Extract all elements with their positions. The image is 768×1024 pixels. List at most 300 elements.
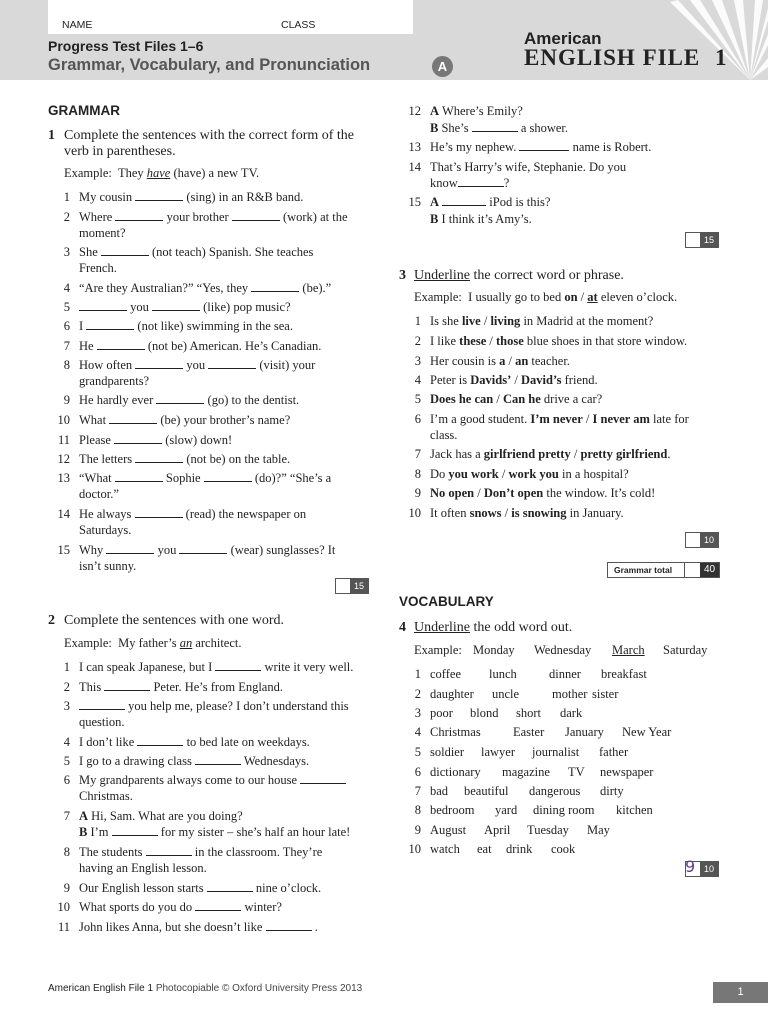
item-text xyxy=(79,225,126,241)
vocabulary-heading: VOCABULARY xyxy=(399,594,494,609)
item-post: (wear) sunglasses? It xyxy=(230,543,336,557)
item-text xyxy=(430,391,602,407)
item-pre: I don’t like xyxy=(79,735,135,749)
brand-level: 1 xyxy=(715,45,728,70)
word-option[interactable]: Tuesday xyxy=(527,823,569,837)
item-number: 13 xyxy=(57,471,70,485)
item-line2: moment? xyxy=(79,226,126,240)
item-pre: My cousin xyxy=(79,190,133,204)
item-text xyxy=(79,392,299,408)
word-option[interactable]: August xyxy=(430,823,467,837)
item-pre: It often xyxy=(430,506,467,520)
option-separator: / xyxy=(505,354,516,368)
item-number: 9 xyxy=(63,881,70,895)
test-subtitle: Grammar, Vocabulary, and Pronunciation xyxy=(48,56,371,74)
item-pre: “What xyxy=(79,471,112,485)
item-pre: John likes Anna, but she doesn’t like xyxy=(79,920,263,934)
item-number: 8 xyxy=(414,803,421,817)
exercise-1-item xyxy=(48,299,378,315)
title-underline: Underline xyxy=(414,620,470,635)
item-mid: you xyxy=(157,543,177,557)
page-header xyxy=(0,0,768,80)
item-text xyxy=(79,299,291,315)
footer-copyright: Photocopiable © Oxford University Press 2013 xyxy=(155,983,363,994)
answer-blank[interactable] xyxy=(266,920,312,931)
item-text xyxy=(430,211,532,227)
exercise-2-item xyxy=(48,698,378,729)
title-rest: the correct word or phrase. xyxy=(473,268,624,283)
word-option[interactable]: mother xyxy=(552,687,588,701)
word-option[interactable]: kitchen xyxy=(616,803,653,817)
item-text xyxy=(430,120,568,136)
word-option[interactable]: dinner xyxy=(549,667,581,681)
exercise-1-item xyxy=(48,280,378,296)
item-number: 7 xyxy=(63,339,70,353)
word-option[interactable]: magazine xyxy=(502,765,550,779)
answer-blank[interactable] xyxy=(112,825,158,836)
exercise-1-item xyxy=(48,506,378,537)
exercise-4-example xyxy=(414,643,724,659)
exercise-1-number: 1 xyxy=(48,128,55,143)
item-number: 1 xyxy=(63,660,70,674)
item-number: 2 xyxy=(414,334,421,348)
exercise-2-item xyxy=(48,734,378,750)
exercise-3-item xyxy=(399,485,729,501)
score-input[interactable] xyxy=(336,579,350,593)
brand-main xyxy=(524,45,728,71)
item-text xyxy=(79,808,243,824)
example-label: Example: xyxy=(414,643,462,657)
item-pre: What xyxy=(79,413,107,427)
score-total: 10 xyxy=(700,862,718,876)
item-number: 8 xyxy=(63,845,70,859)
exercise-1-item xyxy=(48,338,378,354)
item-text xyxy=(79,522,131,538)
item-number: 7 xyxy=(63,809,70,823)
exercise-1-item xyxy=(48,209,378,240)
grammar-total-value: 40 xyxy=(700,563,719,577)
word-option[interactable]: poor xyxy=(430,706,453,720)
item-post: (be) your brother’s name? xyxy=(160,413,291,427)
word-option[interactable]: sister xyxy=(592,687,619,701)
option-separator: / xyxy=(511,373,521,387)
word-option[interactable]: lunch xyxy=(489,667,517,681)
option-1[interactable]: you work xyxy=(448,467,499,481)
word-option[interactable]: yard xyxy=(495,803,518,817)
item-number: 1 xyxy=(414,667,421,681)
item-post-b: for my sister – she’s half an hour late! xyxy=(160,825,351,839)
speaker-a-post: iPod is this? xyxy=(489,195,551,209)
item-pre: The students xyxy=(79,845,143,859)
score-total: 15 xyxy=(700,233,718,247)
answer-blank[interactable] xyxy=(232,210,280,221)
exercise-1-item xyxy=(48,451,378,467)
item-post: write it very well. xyxy=(264,660,354,674)
item-text xyxy=(79,919,318,935)
item-pre: Hi, Sam. What are you doing? xyxy=(91,809,243,823)
answer-blank[interactable] xyxy=(458,176,504,187)
item-post: winter? xyxy=(244,900,282,914)
example-post: (have) a new TV. xyxy=(173,166,260,180)
item-pre: Jack has a xyxy=(430,447,481,461)
word-option[interactable]: dictionary xyxy=(430,765,481,779)
item-number: 4 xyxy=(414,373,421,387)
option-2[interactable]: those xyxy=(495,334,524,348)
item-text xyxy=(430,103,523,119)
exercise-2-item xyxy=(48,880,378,896)
option-2[interactable]: David’s xyxy=(521,373,562,387)
item-text xyxy=(430,466,629,482)
exercise-3-item xyxy=(399,333,729,349)
item-pre: My grandparents always come to our house xyxy=(79,773,297,787)
exercise-1-item xyxy=(48,318,378,334)
item-text xyxy=(430,139,651,155)
item-text xyxy=(430,505,624,521)
exercise-2-item xyxy=(399,159,729,190)
item-number: 4 xyxy=(414,725,421,739)
exercise-1-item xyxy=(48,412,378,428)
word-option[interactable]: blond xyxy=(470,706,499,720)
item-post: drive a car? xyxy=(543,392,603,406)
item-line2: Christmas. xyxy=(79,789,133,803)
item-text xyxy=(79,880,321,896)
item-pre: I can speak Japanese, but I xyxy=(79,660,213,674)
item-text xyxy=(79,470,331,486)
answer-blank[interactable] xyxy=(208,358,256,369)
word-option[interactable]: April xyxy=(484,823,511,837)
item-text xyxy=(79,542,335,558)
item-pre: Our English lesson starts xyxy=(79,881,204,895)
score-total: 10 xyxy=(700,533,718,547)
speaker-b-text: I think it’s Amy’s. xyxy=(441,212,532,226)
exercise-4-item xyxy=(399,841,729,857)
option-2[interactable]: I never am xyxy=(592,412,650,426)
item-text xyxy=(430,427,457,443)
item-number: 1 xyxy=(63,190,70,204)
answer-blank[interactable] xyxy=(79,300,127,311)
exercise-4-item xyxy=(399,666,729,682)
item-post: (sing) in an R&B band. xyxy=(186,190,304,204)
example-label: Example: xyxy=(414,290,462,304)
word-option[interactable]: Christmas xyxy=(430,725,481,739)
exercise-4-item xyxy=(399,783,729,799)
exercise-1-score-box xyxy=(335,578,369,594)
answer-blank[interactable] xyxy=(115,471,163,482)
grammar-heading: GRAMMAR xyxy=(48,103,120,118)
item-post: the window. It’s cold! xyxy=(546,486,656,500)
item-number: 3 xyxy=(63,245,70,259)
option-1[interactable]: snows xyxy=(469,506,502,520)
answer-blank[interactable] xyxy=(135,358,183,369)
item-pre: He always xyxy=(79,507,132,521)
word-option[interactable]: January xyxy=(565,725,604,739)
word-option[interactable]: May xyxy=(587,823,610,837)
page-number: 1 xyxy=(713,982,768,1003)
word-option[interactable]: uncle xyxy=(492,687,520,701)
item-number: 8 xyxy=(63,358,70,372)
word-option[interactable]: short xyxy=(516,706,541,720)
item-post: in the classroom. They’re xyxy=(194,845,323,859)
item-pre: Peter is xyxy=(430,373,468,387)
item-line2: doctor.” xyxy=(79,487,119,501)
item-text xyxy=(79,432,232,448)
speaker-a: A xyxy=(430,104,440,118)
answer-blank[interactable] xyxy=(101,245,149,256)
item-text xyxy=(79,280,331,296)
option-2[interactable]: living xyxy=(490,314,521,328)
item-post: Wednesdays. xyxy=(243,754,310,768)
answer-blank[interactable] xyxy=(137,735,183,746)
word-option[interactable]: father xyxy=(599,745,629,759)
name-label: NAME xyxy=(62,19,93,31)
option-2[interactable]: an xyxy=(515,354,529,368)
item-number: 9 xyxy=(63,393,70,407)
answer-blank[interactable] xyxy=(97,339,145,350)
example-pre: They xyxy=(117,166,144,180)
word-option[interactable]: bedroom xyxy=(430,803,475,817)
item-mid: you xyxy=(130,300,149,314)
option-2[interactable]: Don’t open xyxy=(483,486,544,500)
answer-blank[interactable] xyxy=(519,140,569,151)
answer-blank[interactable] xyxy=(109,413,157,424)
item-line2: isn’t sunny. xyxy=(79,559,137,573)
item-number: 15 xyxy=(57,543,70,557)
word-option[interactable]: beautiful xyxy=(464,784,509,798)
item-pre: Where xyxy=(79,210,113,224)
item-post: (not teach) Spanish. She teaches xyxy=(152,245,314,259)
answer-blank[interactable] xyxy=(195,900,241,911)
word-option[interactable]: newspaper xyxy=(600,765,654,779)
item-number: 10 xyxy=(408,842,421,856)
item-line2-pre: know xyxy=(430,176,458,190)
answer-blank[interactable] xyxy=(135,452,183,463)
answer-blank[interactable] xyxy=(114,433,162,444)
word-option[interactable]: soldier xyxy=(430,745,465,759)
word-option[interactable]: eat xyxy=(477,842,492,856)
option-2[interactable]: is snowing xyxy=(511,506,567,520)
word-option[interactable]: dirty xyxy=(600,784,624,798)
item-text xyxy=(430,159,626,175)
item-pre: Do xyxy=(430,467,446,481)
grammar-total-input[interactable] xyxy=(684,563,700,577)
answer-blank[interactable] xyxy=(215,660,261,671)
word-option[interactable]: Easter xyxy=(513,725,545,739)
example-word-3: March xyxy=(612,643,645,657)
answer-blank[interactable] xyxy=(442,195,486,206)
exercise-3-example: Example: I usually go to bed on / at eleven o’clock. xyxy=(414,290,678,304)
item-mid: Sophie xyxy=(165,471,201,485)
item-text xyxy=(79,558,136,574)
exercise-3-item xyxy=(399,391,729,407)
word-option[interactable]: journalist xyxy=(532,745,580,759)
option-1[interactable]: these xyxy=(459,334,487,348)
item-text xyxy=(79,844,322,860)
item-number: 7 xyxy=(414,447,421,461)
item-number: 5 xyxy=(63,754,70,768)
option-2[interactable]: Can he xyxy=(502,392,541,406)
answer-blank[interactable] xyxy=(179,543,227,554)
item-post: . xyxy=(667,447,671,461)
item-number: 10 xyxy=(408,506,421,520)
answer-blank[interactable] xyxy=(115,210,163,221)
item-line2: grandparents? xyxy=(79,374,150,388)
item-text xyxy=(430,446,670,462)
item-post: late for xyxy=(653,412,689,426)
item-post: (go) to the dentist. xyxy=(207,393,300,407)
item-post: (be).” xyxy=(302,281,332,295)
item-text xyxy=(79,260,117,276)
answer-blank[interactable] xyxy=(106,543,154,554)
item-number: 6 xyxy=(63,773,70,787)
item-post: in January. xyxy=(569,506,624,520)
answer-blank[interactable] xyxy=(156,393,204,404)
option-1[interactable]: live xyxy=(461,314,481,328)
speaker-a: A xyxy=(430,195,440,209)
exercise-3-item xyxy=(399,446,729,462)
answer-blank[interactable] xyxy=(135,190,183,201)
option-1[interactable]: No open xyxy=(430,486,475,500)
word-option[interactable]: daughter xyxy=(430,687,474,701)
score-input[interactable] xyxy=(686,233,700,247)
word-option[interactable]: New Year xyxy=(622,725,672,739)
example-post: architect. xyxy=(195,636,242,650)
item-pre: He’s my nephew. xyxy=(430,140,517,154)
word-option[interactable]: coffee xyxy=(430,667,461,681)
item-pre: Is she xyxy=(430,314,459,328)
option-separator: / xyxy=(570,447,581,461)
option-1[interactable]: girlfriend pretty xyxy=(483,447,571,461)
exercise-3-item xyxy=(399,466,729,482)
option-separator: / xyxy=(480,314,491,328)
item-number: 15 xyxy=(408,195,421,209)
word-option[interactable]: dark xyxy=(560,706,583,720)
item-post: (slow) down! xyxy=(165,433,233,447)
item-text xyxy=(79,734,310,750)
exercise-3-item xyxy=(399,411,729,442)
score-input[interactable] xyxy=(686,533,700,547)
option-1[interactable]: Davids’ xyxy=(470,373,512,387)
exercise-1-item xyxy=(48,470,378,501)
exercise-1-item xyxy=(48,189,378,205)
word-option[interactable]: bad xyxy=(430,784,449,798)
grammar-total-box xyxy=(607,562,720,578)
option-1[interactable]: a xyxy=(499,354,506,368)
speaker-b-pre: She’s xyxy=(441,121,469,135)
answer-blank[interactable] xyxy=(104,680,150,691)
item-post: in Madrid at the moment? xyxy=(523,314,654,328)
item-post: (work) at the xyxy=(282,210,348,224)
answer-blank[interactable] xyxy=(195,754,241,765)
item-text xyxy=(79,679,283,695)
version-badge: A xyxy=(432,56,453,77)
example-label: Example: xyxy=(64,636,112,650)
item-pre: He hardly ever xyxy=(79,393,154,407)
answer-blank[interactable] xyxy=(207,881,253,892)
item-post: Peter. He’s from England. xyxy=(153,680,283,694)
word-option[interactable]: drink xyxy=(506,842,533,856)
item-text xyxy=(79,698,349,714)
word-option[interactable]: TV xyxy=(568,765,585,779)
exercise-1-item xyxy=(48,244,378,275)
item-mid: you xyxy=(186,358,206,372)
item-text xyxy=(79,318,293,334)
item-text xyxy=(79,338,321,354)
item-post: (not be) American. He’s Canadian. xyxy=(147,339,322,353)
item-number: 13 xyxy=(408,140,421,154)
item-number: 9 xyxy=(414,486,421,500)
item-number: 3 xyxy=(414,354,421,368)
answer-blank[interactable] xyxy=(204,471,252,482)
option-2[interactable]: pretty girlfriend xyxy=(580,447,668,461)
word-option[interactable]: watch xyxy=(430,842,460,856)
item-text xyxy=(79,772,346,788)
answer-blank[interactable] xyxy=(86,319,134,330)
word-option[interactable]: dining room xyxy=(533,803,595,817)
option-1[interactable]: Does he can xyxy=(430,392,494,406)
option-2[interactable]: work you xyxy=(508,467,559,481)
example-word-4: Saturday xyxy=(663,643,708,657)
example-label: Example: xyxy=(64,166,112,180)
item-number: 5 xyxy=(414,745,421,759)
item-pre-b: I’m xyxy=(90,825,109,839)
item-text xyxy=(79,209,348,225)
item-line2: having an English lesson. xyxy=(79,861,207,875)
word-option[interactable]: lawyer xyxy=(481,745,516,759)
item-pre: What sports do you do xyxy=(79,900,193,914)
item-number: 6 xyxy=(414,765,421,779)
word-option[interactable]: cook xyxy=(551,842,576,856)
word-option[interactable]: dangerous xyxy=(529,784,581,798)
answer-blank[interactable] xyxy=(146,845,192,856)
item-text xyxy=(79,659,353,675)
answer-blank[interactable] xyxy=(472,121,518,132)
score-input[interactable] xyxy=(685,857,700,876)
item-pre: I go to a drawing class xyxy=(79,754,192,768)
footer-brand: American English File 1 xyxy=(48,983,154,994)
option-separator: / xyxy=(474,486,484,500)
answer-blank[interactable] xyxy=(300,773,346,784)
exercise-4-title xyxy=(414,620,572,636)
item-number: 1 xyxy=(414,314,421,328)
item-line2-post: ? xyxy=(503,176,510,190)
answer-blank[interactable] xyxy=(251,281,299,292)
example-answer: an xyxy=(179,636,193,650)
exercise-1-item xyxy=(48,357,378,388)
answer-blank[interactable] xyxy=(152,300,200,311)
exercise-1-item xyxy=(48,392,378,408)
item-number: 11 xyxy=(57,920,70,934)
answer-blank[interactable] xyxy=(135,507,183,518)
item-post: teacher. xyxy=(531,354,570,368)
speaker-a: A xyxy=(79,809,89,823)
exercise-3-number: 3 xyxy=(399,268,406,283)
exercise-3-item xyxy=(399,353,729,369)
item-text xyxy=(79,860,207,876)
item-post: (read) the newspaper on xyxy=(185,507,307,521)
item-number: 14 xyxy=(408,160,421,174)
word-option[interactable]: breakfast xyxy=(601,667,647,681)
item-pre: She xyxy=(79,245,98,259)
name-class-box xyxy=(48,0,413,34)
item-text xyxy=(79,753,309,769)
item-number: 3 xyxy=(414,706,421,720)
option-1[interactable]: I’m never xyxy=(530,412,583,426)
answer-blank[interactable] xyxy=(79,699,125,710)
exercise-2-item xyxy=(48,844,378,875)
exercise-3-score-box xyxy=(685,532,719,548)
exercise-4-item xyxy=(399,822,729,838)
item-number: 2 xyxy=(63,210,70,224)
